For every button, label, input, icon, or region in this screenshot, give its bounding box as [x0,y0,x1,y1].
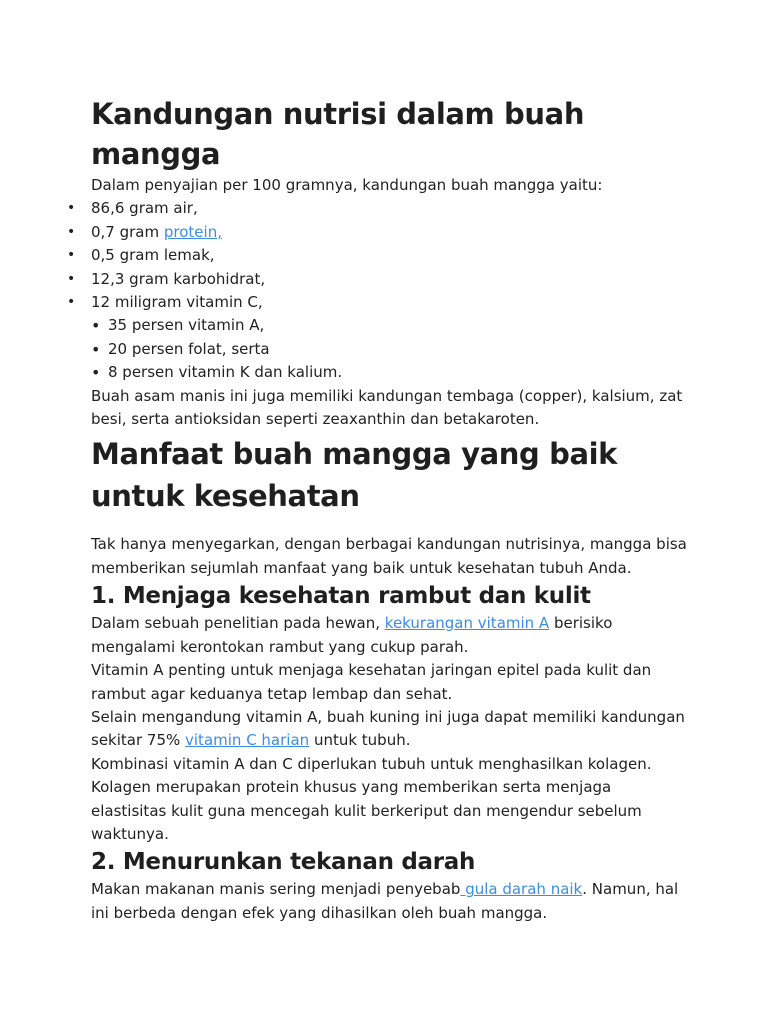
spacer [91,517,691,533]
list-item: • 0,7 gram protein, [91,221,691,244]
nutrisi-closing: Buah asam manis ini juga memiliki kandungan tembaga (copper), kalsium, zat besi, serta antioksidan seperti zeaxanthin dan betakaroten. [91,386,683,429]
list-item: • 12,3 gram karbohidrat, [91,268,691,291]
sublist-item: • 35 persen vitamin A, [108,314,691,337]
vitamin-a-link[interactable]: kekurangan vitamin A [384,614,550,633]
nutrient-list [91,197,691,384]
benefit1-paragraph-1: Dalam sebuah penelitian pada hewan, kekurangan vitamin A berisiko mengalami kerontokan rambut yang cukup parah. [91,614,613,656]
heading-benefit-2: 2. Menurunkan tekanan darah [91,849,476,876]
benefit1-paragraph-3: Selain mengandung vitamin A, buah kuning ini juga dapat memiliki kandungan sekitar 75% vitamin C harian untuk tubuh. [91,707,685,750]
sublist-item: • 8 persen vitamin K dan kalium. [108,361,691,384]
benefit2-paragraph-1: Makan makanan manis sering menjadi penyebab gula darah naik. Namun, hal ini berbeda dengan efek yang dihasilkan oleh buah mangga. [91,880,679,922]
manfaat-intro: Tak hanya menyegarkan, dengan berbagai kandungan nutrisinya, mangga bisa memberikan sejumlah manfaat yang baik untuk kesehatan tubuh Anda. [91,535,687,577]
protein-link[interactable]: protein, [163,222,222,241]
list-item: • 0,5 gram lemak, [91,244,691,267]
heading-nutrisi: Kandungan nutrisi dalam buah mangga [91,97,585,171]
gula-darah-link[interactable]: gula darah naik [460,880,583,899]
list-item: • 12 miligram vitamin C, • 35 persen vitamin A, • 20 persen folat, serta • 8 persen vitamin K dan kalium. [91,291,691,385]
heading-manfaat: Manfaat buah mangga yang baik untuk kesehatan [91,437,618,514]
nutrisi-intro: Dalam penyajian per 100 gramnya, kandungan buah mangga yaitu: [91,176,603,194]
vitamin-sublist [91,314,691,384]
benefit1-paragraph-4: Kombinasi vitamin A dan C diperlukan tubuh untuk menghasilkan kolagen. Kolagen merupakan protein khusus yang memberikan serta menjaga elastisitas kulit guna mencegah kulit berkeriput dan mengendur sebelum waktunya. [91,754,652,843]
list-item: • 86,6 gram air, [91,197,691,220]
sublist-item: • 20 persen folat, serta [108,338,691,361]
vitamin-c-link[interactable]: vitamin C harian [185,731,310,750]
article [91,94,691,925]
benefit1-paragraph-2: Vitamin A penting untuk menjaga kesehatan jaringan epitel pada kulit dan rambut agar keduanya tetap lembap dan sehat. [91,661,652,703]
heading-benefit-1: 1. Menjaga kesehatan rambut dan kulit [91,583,591,610]
